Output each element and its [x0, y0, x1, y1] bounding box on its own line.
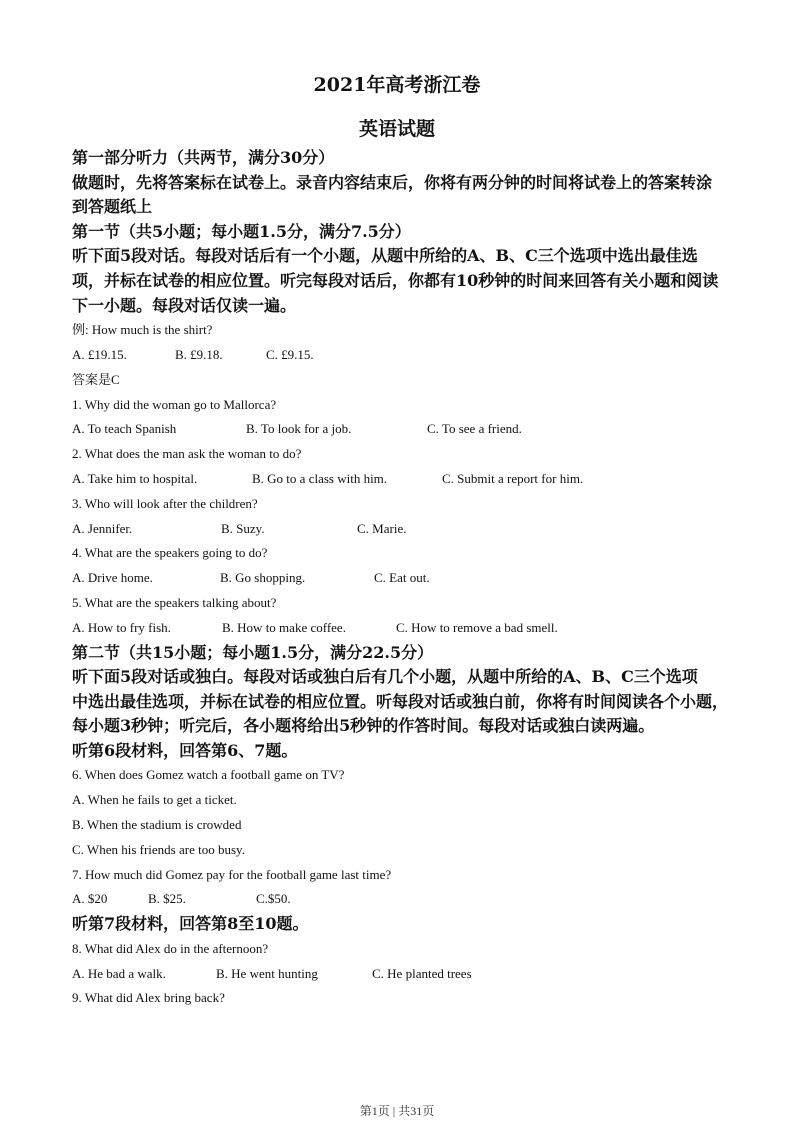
option-b: B. He went hunting: [216, 965, 318, 981]
option-a: A. Take him to hospital.: [72, 470, 198, 486]
option-b: B. How to make coffee.: [222, 619, 346, 635]
question-8: 8. What did Alex do in the afternoon?: [72, 940, 269, 956]
example-options: [72, 343, 732, 368]
option-b: B. $25.: [148, 891, 186, 907]
question-1-options: [72, 417, 732, 442]
option-a: A. How to fry fish.: [72, 619, 171, 635]
question-8-options: [72, 962, 732, 987]
option-a: A. $20: [72, 891, 108, 907]
option-c: C. He planted trees: [372, 965, 472, 981]
question-6: 6. When does Gomez watch a football game on TV?: [72, 767, 345, 783]
question-5-options: [72, 616, 732, 641]
option-c: C. £9.15.: [266, 346, 314, 362]
section1-instruction-line: 下一小题。每段对话仅读一遍。: [72, 295, 297, 315]
option-b: B. To look for a job.: [246, 421, 352, 437]
question-1: 1. Why did the woman go to Mallorca?: [72, 396, 277, 412]
option-a: A. Drive home.: [72, 570, 153, 586]
option-b: B. £9.18.: [175, 346, 223, 362]
option-c: C. How to remove a bad smell.: [396, 619, 558, 635]
option-c: C.$50.: [256, 891, 291, 907]
material-6-heading: 听第6段材料，回答第6、7题。: [72, 740, 298, 760]
section2-instruction-line: 中选出最佳选项，并标在试卷的相应位置。听每段对话或独白前，你将有时间阅读各个小题，: [72, 691, 729, 711]
exam-subtitle: 英语试题: [358, 118, 435, 140]
question-9: 9. What did Alex bring back?: [72, 990, 225, 1006]
option-b: B. Suzy.: [221, 520, 265, 536]
option-a: A. He bad a walk.: [72, 965, 166, 981]
option-c: C. Eat out.: [374, 570, 430, 586]
option-a: A. £19.15.: [72, 346, 127, 362]
option-a: A. To teach Spanish: [72, 421, 177, 437]
option-b: B. Go to a class with him.: [252, 470, 388, 486]
section2-instruction-line: 听下面5段对话或独白。每段对话或独白后有几个小题，从题中所给的A、B、C三个选项: [72, 667, 698, 687]
part1-instruction-line: 做题时，先将答案标在试卷上。录音内容结束后，你将有两分钟的时间将试卷上的答案转涂: [72, 172, 713, 192]
material-7-heading: 听第7段材料，回答第8至10题。: [72, 914, 309, 934]
question-4: 4. What are the speakers going to do?: [72, 545, 268, 561]
question-2-options: [72, 467, 732, 492]
example-answer: 答案是C: [72, 371, 120, 387]
question-5: 5. What are the speakers talking about?: [72, 594, 277, 610]
option-a: A. Jennifer.: [72, 520, 133, 536]
exam-title: 2021年高考浙江卷: [313, 74, 481, 96]
section2-instruction-line: 每小题3秒钟；听完后，各小题将给出5秒钟的作答时间。每段对话或独白读两遍。: [72, 716, 655, 736]
section1-instruction-line: 听下面5段对话。每段对话后有一个小题，从题中所给的A、B、C三个选项中选出最佳选: [72, 246, 698, 266]
question-7: 7. How much did Gomez pay for the football game last time?: [72, 866, 392, 882]
option-b: B. Go shopping.: [220, 570, 306, 586]
question-2: 2. What does the man ask the woman to do?: [72, 446, 302, 462]
question-6-option-b: B. When the stadium is crowded: [72, 817, 242, 833]
page-footer: 第1页 | 共31页: [359, 1104, 435, 1118]
option-c: C. Marie.: [357, 520, 407, 536]
section2-heading: 第二节（共15小题；每小题1.5分，满分22.5分）: [72, 642, 434, 662]
question-6-option-c: C. When his friends are too busy.: [72, 841, 245, 857]
question-6-option-a: A. When he fails to get a ticket.: [72, 792, 237, 808]
question-4-options: [72, 566, 732, 591]
exam-content: [72, 146, 732, 1011]
part1-instruction-line: 到答题纸上: [72, 197, 153, 217]
example-question: 例: How much is the shirt?: [72, 322, 213, 338]
question-3: 3. Who will look after the children?: [72, 495, 258, 511]
section1-instruction-line: 项，并标在试卷的相应位置。听完每段对话后，你都有10秒钟的时间来回答有关小题和阅读: [72, 270, 719, 290]
question-3-options: [72, 517, 732, 542]
question-7-options: [72, 887, 732, 912]
part1-heading: 第一部分听力（共两节，满分30分）: [72, 148, 335, 167]
option-c: C. To see a friend.: [427, 421, 522, 437]
section1-heading: 第一节（共5小题；每小题1.5分，满分7.5分）: [72, 221, 411, 241]
option-c: C. Submit a report for him.: [442, 470, 584, 486]
